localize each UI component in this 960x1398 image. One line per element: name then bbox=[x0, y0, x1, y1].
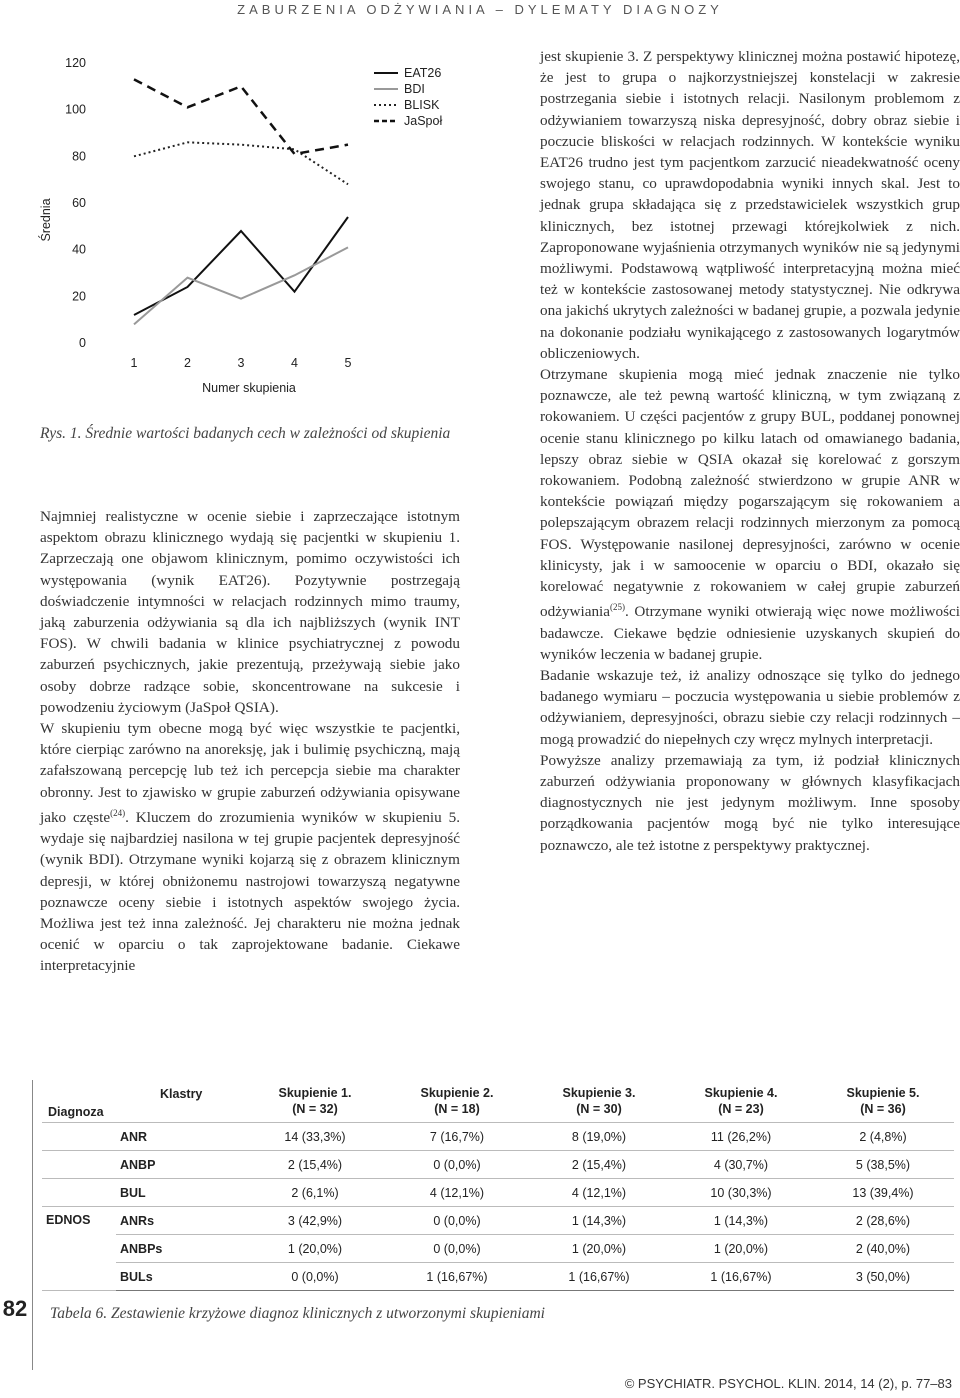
table-caption: Tabela 6. Zestawienie krzyżowe diagnoz klinicznych z utworzonymi skupieniami bbox=[50, 1305, 545, 1322]
row-label: ANR bbox=[116, 1123, 244, 1151]
paragraph: Badanie wskazuje też, iż analizy odnoszące się tylko do jednego badanego wymiaru – poczucia występowania u siebie problemów z odżywianiem, depresyjności, obrazu siebie czy relacji rodzinnych – mogą prowadzić do niepełnych czy wręcz mylnych interpretacji. bbox=[540, 666, 960, 748]
column-header: Skupienie 3. (N = 30) bbox=[528, 1080, 670, 1123]
table-header-row bbox=[42, 1080, 954, 1123]
table-row bbox=[42, 1123, 954, 1151]
x-axis-label: Numer skupienia bbox=[202, 381, 296, 395]
y-tick-label: 20 bbox=[72, 289, 86, 304]
column-header: Skupienie 5. (N = 36) bbox=[812, 1080, 954, 1123]
x-tick-label: 4 bbox=[291, 356, 298, 370]
y-tick-label: 80 bbox=[72, 149, 86, 164]
table-row bbox=[42, 1207, 954, 1235]
cross-table bbox=[42, 1080, 954, 1291]
table-cell: 4 (12,1%) bbox=[528, 1179, 670, 1207]
table-cell: 2 (28,6%) bbox=[812, 1207, 954, 1235]
x-tick-label: 1 bbox=[130, 356, 138, 370]
table-cell: 3 (42,9%) bbox=[244, 1207, 386, 1235]
series-line-eat26 bbox=[134, 217, 348, 315]
row-label: BULs bbox=[116, 1263, 244, 1291]
table-cell: 1 (14,3%) bbox=[670, 1207, 812, 1235]
table-cell: 1 (14,3%) bbox=[528, 1207, 670, 1235]
figure-caption: Rys. 1. Średnie wartości badanych cech w zależności od skupienia bbox=[40, 425, 451, 442]
paragraph-text: W skupieniu tym obecne mogą być więc wszystkie te pacjentki, które cierpiąc zarówno na anoreksję, jak i bulimię psychiczną, mają zafałszowaną percepcję lub też ich percepcja siebie ma charakter obronny. Jest to zjawisko w grupie zaburzeń odżywiania opisywane jako częste bbox=[40, 720, 460, 826]
legend-label: JaSpoł bbox=[404, 114, 443, 128]
table-cell: 2 (4,8%) bbox=[812, 1123, 954, 1151]
row-label: ANRs bbox=[116, 1207, 244, 1235]
table-cell: 0 (0,0%) bbox=[244, 1263, 386, 1291]
paragraph-text: Otrzymane skupienia mogą mieć jednak znaczenie nie tylko poznawcze, ale też pewną wartość kliniczną, w tym związaną z rokowaniem. U części pacjentów z grupy BUL, poddanej ponownej ocenie stanu klinicznego po kilku latach od omawianego badania, lepszy obraz siebie w QSIA okazał się korelować z gorszym rokowaniem. Podobną zależność stwierdzono w grupie ANR w kontekście powiązań między pogarszającym się rokowaniem a polepszającym obrazem relacji rodzinnych mierzonym za pomocą FOS. Występowanie nasilonej depresyjności, zarówno w ocenie klinicysty, jak i w samoocenie w oparciu o BDI, okazało się korelować negatywnie z rokowaniem w całej grupie zaburzeń odżywiania bbox=[540, 366, 960, 621]
table-cell: 7 (16,7%) bbox=[386, 1123, 528, 1151]
paragraph: Powyższe analizy przemawiają za tym, iż podział klinicznych zaburzeń odżywiania proponowany w głównych klasyfikacjach diagnostycznych nie jest jedynym możliwym. Inne sposoby porządkowania pacjentów mogą być nie tylko interesujące poznawczo, ale też istotne z perspektywy praktycznej. bbox=[540, 751, 960, 854]
paragraph: jest skupienie 3. Z perspektywy klinicznej można postawić hipotezę, że jest to grupa o najkorzystniejszej konstelacji w zakresie postrzegania siebie i istotnych relacji. Nasilonym problemom z odżywianiem towarzyszą niska depresyjność, dobry obraz siebie i poczucie bliskości w relacjach rodzinnych. W kontekście wyniku EAT26 trudno jest tym pacjentkom zarzucić nieadekwatność oceny swojego stanu, co uprawdopodabnia wyniki innych skal. Jest to jednak grupa składająca się z przedstawicielek wszystkich grup klinicznych, bez istotnej przewagi którejkolwiek z nich. Zaproponowane wyjaśnienia otrzymanych wyników nie są jedynymi możliwymi. Podstawową wątpliwość interpretacyjną można mieć też w kontekście zastosowanej metody statystycznej. Nie odkrywa ona jakichś ukrytych zależności w badanej grupie, a pozwala jedynie na dokonanie podziału wynikającego z zastosowanych logarytmów obliczeniowych. bbox=[540, 48, 960, 362]
legend-label: BLISK bbox=[404, 98, 440, 112]
table-cell: 2 (6,1%) bbox=[244, 1179, 386, 1207]
table-cell: 1 (20,0%) bbox=[244, 1235, 386, 1263]
y-tick-label: 40 bbox=[72, 242, 86, 257]
table-cell: 2 (15,4%) bbox=[528, 1151, 670, 1179]
table-cell: 1 (16,67%) bbox=[528, 1263, 670, 1291]
page-rule bbox=[32, 1080, 33, 1370]
y-tick-label: 60 bbox=[72, 196, 86, 210]
x-tick-label: 5 bbox=[344, 356, 352, 370]
citation-ref: (24) bbox=[110, 807, 126, 818]
table-row bbox=[42, 1151, 954, 1179]
table-cell: 3 (50,0%) bbox=[812, 1263, 954, 1291]
page-number: 82 bbox=[2, 1296, 28, 1321]
chart-legend bbox=[374, 66, 442, 128]
table-corner-cell bbox=[42, 1080, 244, 1123]
corner-bottom-label: Diagnoza bbox=[48, 1105, 104, 1119]
corner-top-label: Klastry bbox=[160, 1087, 203, 1101]
row-label: ANBPs bbox=[116, 1235, 244, 1263]
y-tick-label: 120 bbox=[65, 56, 86, 70]
table-cell: 8 (19,0%) bbox=[528, 1123, 670, 1151]
table-cell: 1 (20,0%) bbox=[670, 1235, 812, 1263]
legend-label: EAT26 bbox=[404, 66, 442, 80]
y-tick-label: 0 bbox=[79, 336, 86, 350]
paragraph bbox=[40, 718, 460, 977]
table-cell: 4 (12,1%) bbox=[386, 1179, 528, 1207]
column-header: Skupienie 1. (N = 32) bbox=[244, 1080, 386, 1123]
left-column bbox=[40, 506, 460, 977]
x-tick-label: 3 bbox=[237, 356, 245, 370]
group-label: EDNOS bbox=[42, 1207, 116, 1291]
line-chart bbox=[30, 40, 450, 402]
table-cell: 1 (16,67%) bbox=[386, 1263, 528, 1291]
paragraph bbox=[540, 364, 960, 665]
table-cell: 4 (30,7%) bbox=[670, 1151, 812, 1179]
row-label: BUL bbox=[116, 1179, 244, 1207]
series-line-bdi bbox=[134, 247, 348, 324]
table-cell: 0 (0,0%) bbox=[386, 1235, 528, 1263]
column-header: Skupienie 4. (N = 23) bbox=[670, 1080, 812, 1123]
citation-ref: (25) bbox=[610, 602, 626, 613]
x-tick-label: 2 bbox=[184, 356, 191, 370]
series-line-blisk bbox=[134, 142, 348, 184]
table-cell: 13 (39,4%) bbox=[812, 1179, 954, 1207]
table-cell: 1 (16,67%) bbox=[670, 1263, 812, 1291]
table-cell: 2 (15,4%) bbox=[244, 1151, 386, 1179]
table-cell: 11 (26,2%) bbox=[670, 1123, 812, 1151]
table-row bbox=[42, 1263, 954, 1291]
table-cell: 10 (30,3%) bbox=[670, 1179, 812, 1207]
paragraph-text: . Otrzymane wyniki otwierają więc nowe możliwości badawcze. Ciekawe będzie odniesienie uzyskanych skupień do wyników leczenia w badanej grupie. bbox=[540, 603, 960, 663]
series-line-jaspoł bbox=[134, 79, 348, 154]
y-axis-label: Średnia bbox=[39, 198, 53, 242]
running-header: ZABURZENIA ODŻYWIANIA – DYLEMATY DIAGNOZY bbox=[237, 2, 723, 17]
column-header: Skupienie 2. (N = 18) bbox=[386, 1080, 528, 1123]
x-axis bbox=[131, 356, 352, 370]
y-axis bbox=[65, 56, 86, 350]
series-group bbox=[134, 79, 348, 324]
table-cell: 5 (38,5%) bbox=[812, 1151, 954, 1179]
table-cell: 0 (0,0%) bbox=[386, 1207, 528, 1235]
paragraph-text: . Kluczem do zrozumienia wyników w skupieniu 5. wydaje się najbardziej nasilona w tej grupie pacjentek depresyjność (wynik BDI). Otrzymane wyniki kojarzą się z obrazem klinicznym depresji, w której obniżonemu nastrojowi towarzyszą negatywne poznawcze oceny siebie i istotnych aspektów swojego życia. Możliwa jest też inna zależność. Jej charakteru nie można jednak ocenić w oparciu o tak zaprojektowane badanie. Ciekawe interpretacyjnie bbox=[40, 808, 460, 975]
table-row bbox=[42, 1179, 954, 1207]
table-cell: 0 (0,0%) bbox=[386, 1151, 528, 1179]
right-column bbox=[540, 46, 960, 856]
footer-citation: © PSYCHIATR. PSYCHOL. KLIN. 2014, 14 (2), p. 77–83 bbox=[624, 1376, 952, 1391]
table-cell: 1 (20,0%) bbox=[528, 1235, 670, 1263]
legend-label: BDI bbox=[404, 82, 425, 96]
table-cell: 2 (40,0%) bbox=[812, 1235, 954, 1263]
row-label: ANBP bbox=[116, 1151, 244, 1179]
paragraph: Najmniej realistyczne w ocenie siebie i zaprzeczające istotnym aspektom obrazu klinicznego wydają się pacjentki w skupieniu 1. Zaprzeczają one objawom klinicznym, pomimo oczywistości ich występowania (wynik EAT26). Pozytywnie postrzegają doświadczenie intymności w relacjach rodzinnych mimo traumy, jaką zaburzenia odżywiania są dla ich najbliższych (wynik INT FOS). W chwili badania w klinice psychiatrycznej z powodu zaburzeń psychicznych, jakie prezentują, przeżywają siebie jako osoby dobrze radzące sobie, skoncentrowane na sukcesie i powodzeniu życiowym (JaSpoł QSIA). bbox=[40, 508, 460, 716]
y-tick-label: 100 bbox=[65, 102, 86, 117]
table-cell: 14 (33,3%) bbox=[244, 1123, 386, 1151]
table-row bbox=[42, 1235, 954, 1263]
